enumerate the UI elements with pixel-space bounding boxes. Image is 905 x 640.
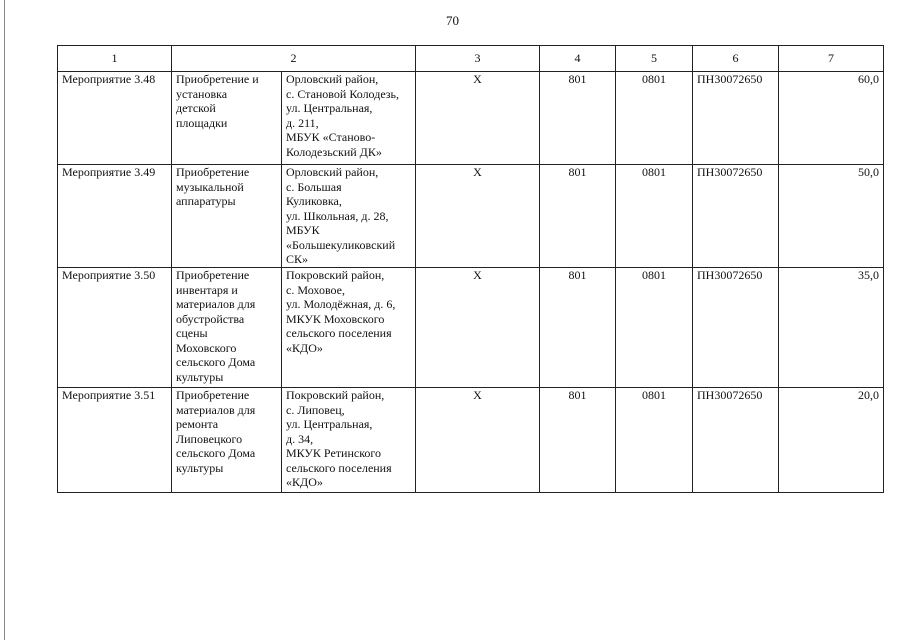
col6-code-cell: ПН30072650 bbox=[693, 165, 779, 268]
location-line: с. Становой Колодезь, bbox=[286, 86, 399, 101]
table-row bbox=[58, 72, 884, 165]
location-line: Покровский район, bbox=[286, 388, 385, 402]
description-line: культуры bbox=[176, 369, 224, 384]
location-line: Покровский район, bbox=[286, 268, 385, 282]
location-line: Орловский район, bbox=[286, 72, 379, 86]
description-line: Приобретение bbox=[176, 268, 250, 282]
col5-cell: 0801 bbox=[616, 72, 693, 165]
description-line: музыкальной bbox=[176, 179, 244, 194]
header-col-5: 5 bbox=[616, 46, 693, 72]
col7-amount-cell: 60,0 bbox=[779, 72, 884, 165]
location-line: Орловский район, bbox=[286, 165, 379, 179]
col7-amount-cell: 35,0 bbox=[779, 268, 884, 388]
page-edge-line bbox=[4, 0, 5, 640]
col3-cell: Х bbox=[416, 388, 540, 493]
location-cell bbox=[282, 165, 416, 268]
col5-cell: 0801 bbox=[616, 388, 693, 493]
col3-cell: Х bbox=[416, 268, 540, 388]
location-line: д. 211, bbox=[286, 115, 319, 130]
description-line: Приобретение bbox=[176, 165, 250, 179]
header-col-7: 7 bbox=[779, 46, 884, 72]
description-line: ремонта bbox=[176, 417, 219, 431]
page-number: 70 bbox=[446, 13, 459, 28]
table-row bbox=[58, 268, 884, 388]
description-line: сельского Дома bbox=[176, 355, 256, 369]
location-cell bbox=[282, 388, 416, 493]
description-cell bbox=[172, 268, 282, 388]
description-cell bbox=[172, 165, 282, 268]
col4-cell: 801 bbox=[540, 165, 616, 268]
description-line: сельского Дома bbox=[176, 446, 256, 460]
table-row bbox=[58, 388, 884, 493]
description-line: обустройства bbox=[176, 311, 245, 326]
header-col-2: 2 bbox=[172, 46, 416, 72]
description-line: площадки bbox=[176, 115, 228, 130]
location-line: Колодезьский ДК» bbox=[286, 144, 382, 159]
location-line: с. Моховое, bbox=[286, 282, 345, 297]
location-line: д. 34, bbox=[286, 431, 314, 446]
description-line: установка bbox=[176, 86, 228, 101]
location-line: сельского поселения bbox=[286, 460, 392, 475]
location-line: с. Липовец, bbox=[286, 402, 345, 417]
location-cell bbox=[282, 268, 416, 388]
description-line: инвентаря и bbox=[176, 282, 238, 297]
header-col-4: 4 bbox=[540, 46, 616, 72]
col4-cell: 801 bbox=[540, 388, 616, 493]
location-line: ул. Молодёжная, д. 6, bbox=[286, 297, 396, 311]
location-line: МКУК Моховского bbox=[286, 311, 385, 326]
event-name-cell: Мероприятие 3.48 bbox=[58, 72, 172, 165]
location-line: сельского поселения bbox=[286, 326, 392, 340]
description-line: Приобретение и bbox=[176, 72, 259, 86]
location-line: ул. Центральная, bbox=[286, 101, 373, 115]
location-line: МКУК Ретинского bbox=[286, 446, 382, 460]
col6-code-cell: ПН30072650 bbox=[693, 388, 779, 493]
location-line: МБУК «Станово- bbox=[286, 130, 376, 144]
event-name-cell: Мероприятие 3.49 bbox=[58, 165, 172, 268]
description-line: Приобретение bbox=[176, 388, 250, 402]
description-line: Моховского bbox=[176, 340, 237, 355]
events-table bbox=[57, 45, 884, 493]
header-row bbox=[58, 46, 884, 72]
description-line: Липовецкого bbox=[176, 431, 243, 446]
location-line: «КДО» bbox=[286, 475, 323, 489]
table-row bbox=[58, 165, 884, 268]
description-line: аппаратуры bbox=[176, 194, 236, 208]
header-col-1: 1 bbox=[58, 46, 172, 72]
event-name-cell: Мероприятие 3.51 bbox=[58, 388, 172, 493]
location-line: ул. Школьная, д. 28, bbox=[286, 208, 389, 223]
location-line: МБУК bbox=[286, 223, 320, 237]
description-cell bbox=[172, 388, 282, 493]
table-body bbox=[58, 72, 884, 493]
description-line: культуры bbox=[176, 460, 224, 475]
location-line: «Большекуликовский bbox=[286, 237, 396, 252]
col7-amount-cell: 50,0 bbox=[779, 165, 884, 268]
description-line: детской bbox=[176, 101, 216, 115]
col3-cell: Х bbox=[416, 165, 540, 268]
col6-code-cell: ПН30072650 bbox=[693, 72, 779, 165]
col6-code-cell: ПН30072650 bbox=[693, 268, 779, 388]
col5-cell: 0801 bbox=[616, 165, 693, 268]
description-line: материалов для bbox=[176, 402, 256, 417]
location-line: Куликовка, bbox=[286, 194, 342, 208]
description-line: материалов для bbox=[176, 297, 256, 311]
location-line: «КДО» bbox=[286, 340, 323, 355]
col3-cell: Х bbox=[416, 72, 540, 165]
col4-cell: 801 bbox=[540, 268, 616, 388]
col7-amount-cell: 20,0 bbox=[779, 388, 884, 493]
location-line: ул. Центральная, bbox=[286, 417, 373, 431]
description-line: сцены bbox=[176, 326, 208, 340]
location-line: СК» bbox=[286, 252, 309, 266]
col5-cell: 0801 bbox=[616, 268, 693, 388]
header-col-3: 3 bbox=[416, 46, 540, 72]
col4-cell: 801 bbox=[540, 72, 616, 165]
header-col-6: 6 bbox=[693, 46, 779, 72]
table-header bbox=[58, 46, 884, 72]
location-line: с. Большая bbox=[286, 179, 342, 194]
description-cell bbox=[172, 72, 282, 165]
location-cell bbox=[282, 72, 416, 165]
event-name-cell: Мероприятие 3.50 bbox=[58, 268, 172, 388]
